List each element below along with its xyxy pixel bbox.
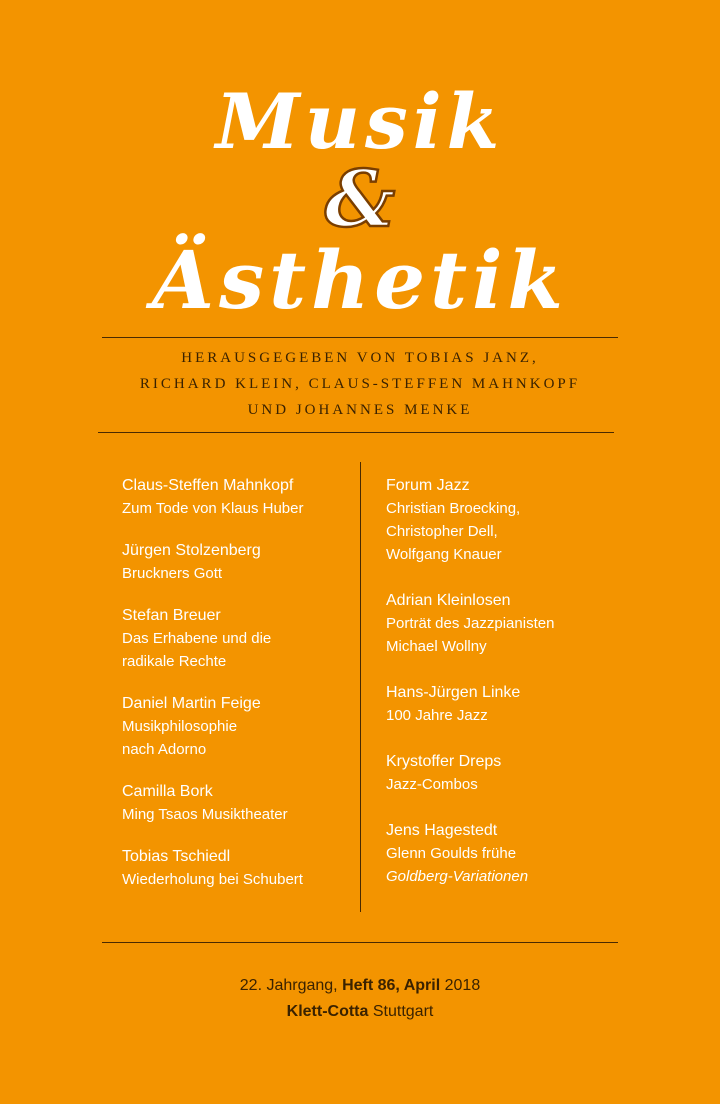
contents-left-column [122,474,352,891]
contents-entry [122,604,352,673]
contents-entry [386,681,616,727]
entry-title: Das Erhabene und die [122,630,272,647]
editors-block [0,345,720,423]
entry-author: Camilla Bork [122,783,213,800]
entry-title-italic: Goldberg-Variationen [386,868,529,885]
contents-right-column [386,474,616,888]
entry-title: Wiederholung bei Schubert [122,871,303,888]
ampersand-logo [310,160,410,240]
contents-entry [122,780,352,826]
title-musik: Musik [215,77,505,166]
entry-title: Musikphilosophie [122,718,238,735]
volume-text: 22. Jahrgang, [239,977,338,994]
contents-entry [122,539,352,585]
entry-title: Christopher Dell, [386,523,498,540]
entry-title: Christian Broecking, [386,500,521,517]
entry-author: Adrian Kleinlosen [386,592,511,609]
entry-author: Tobias Tschiedl [122,848,231,865]
title-aesthetik: Ästhetik [152,233,568,327]
contents-entry [122,474,352,520]
entry-author: Daniel Martin Feige [122,695,261,712]
entry-title: radikale Rechte [122,653,227,670]
entry-title: Ming Tsaos Musiktheater [122,806,288,823]
contents-entry [386,589,616,658]
bottom-rule [102,942,618,943]
entry-author: Jürgen Stolzenberg [122,542,261,559]
entry-title: nach Adorno [122,741,207,758]
entry-author: Stefan Breuer [122,607,221,624]
editors-line: RICHARD KLEIN, CLAUS-STEFFEN MAHNKOPF [139,376,581,392]
contents-entry [122,845,352,891]
entry-title: Zum Tode von Klaus Huber [122,500,304,517]
entry-title: Jazz-Combos [386,776,478,793]
entry-title: Bruckners Gott [122,565,223,582]
contents-entry [122,692,352,761]
editors-line: UND JOHANNES MENKE [247,402,473,418]
entry-title: 100 Jahre Jazz [386,707,488,724]
contents-entry [386,750,616,796]
issue-text: Heft 86, April [342,977,441,994]
entry-title: Michael Wollny [386,638,487,655]
publisher-text: Klett-Cotta [286,1003,369,1020]
year-text: 2018 [444,977,481,994]
contents-entry [386,474,616,566]
editors-rule [98,432,614,433]
entry-title: Porträt des Jazzpianisten [386,615,555,632]
entry-author: Forum Jazz [386,477,470,494]
ampersand-glyph: & [324,160,396,240]
column-divider [360,462,361,912]
contents-entry [386,819,616,888]
city-text: Stuttgart [372,1003,434,1020]
issue-line [0,973,720,999]
editors-line: HERAUSGEGEBEN VON TOBIAS JANZ, [181,350,539,366]
entry-author: Claus-Steffen Mahnkopf [122,477,294,494]
entry-author: Krystoffer Dreps [386,753,502,770]
entry-title: Glenn Goulds frühe [386,845,517,862]
entry-author: Hans-Jürgen Linke [386,684,521,701]
entry-author: Jens Hagestedt [386,822,498,839]
top-rule [102,337,618,338]
entry-title: Wolfgang Knauer [386,546,502,563]
publisher-line [0,999,720,1025]
